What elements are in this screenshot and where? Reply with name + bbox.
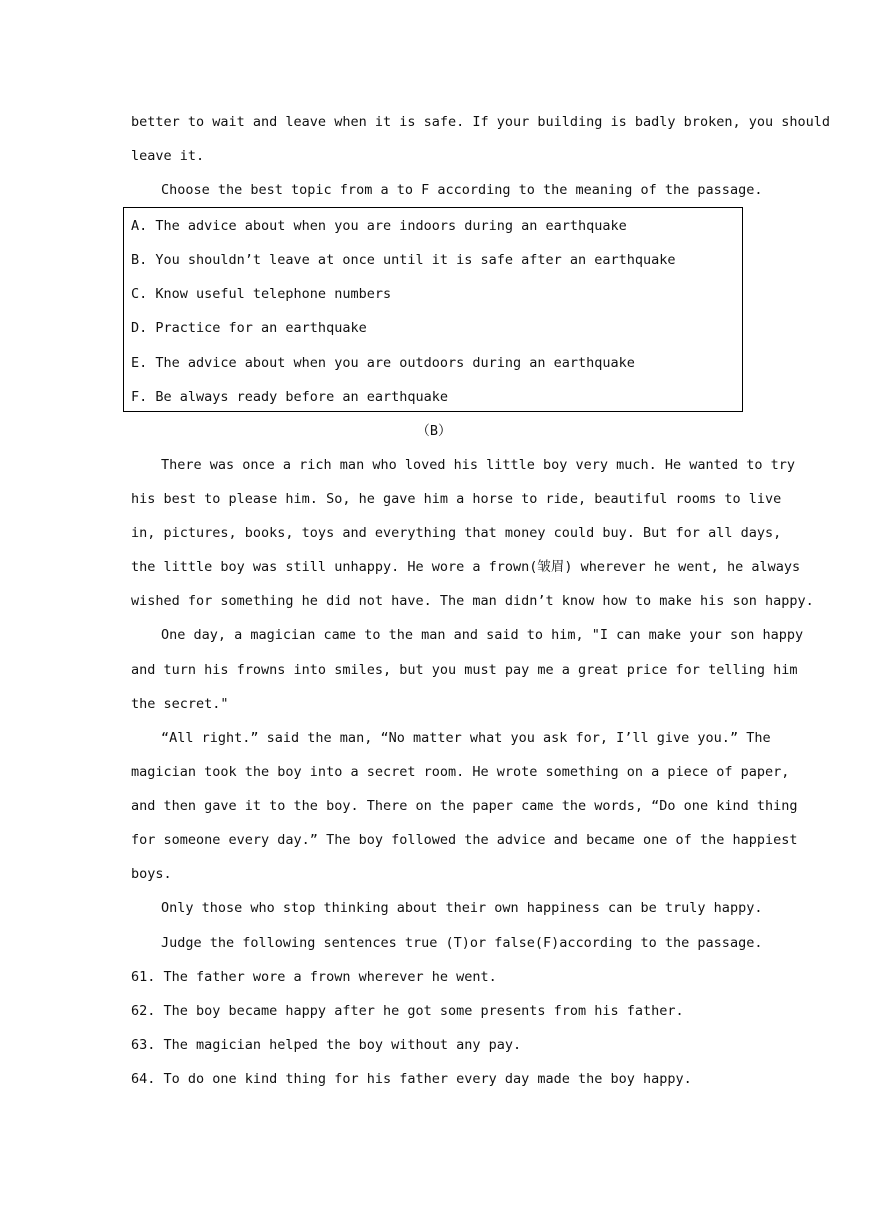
- passage-b-instruction: Judge the following sentences true (T)or false(F)according to the passage.: [161, 935, 763, 951]
- option-b: B. You shouldn’t leave at once until it is safe after an earthquake: [131, 252, 676, 268]
- option-d: D. Practice for an earthquake: [131, 320, 367, 336]
- paragraph-1-line-4: the little boy was still unhappy. He wore a frown(皱眉) wherever he went, he always: [131, 559, 801, 575]
- option-a: A. The advice about when you are indoors during an earthquake: [131, 218, 627, 234]
- section-b-heading: （B）: [416, 423, 452, 439]
- passage-a-line-2: leave it.: [131, 148, 205, 164]
- passage-a-line-1: better to wait and leave when it is safe. If your building is badly broken, you should: [131, 114, 830, 130]
- paragraph-1-line-2: his best to please him. So, he gave him a horse to ride, beautiful rooms to live: [131, 491, 782, 507]
- paragraph-3-line-5: boys.: [131, 866, 172, 882]
- option-e: E. The advice about when you are outdoors during an earthquake: [131, 355, 635, 371]
- paragraph-1-line-1: There was once a rich man who loved his little boy very much. He wanted to try: [161, 457, 795, 473]
- paragraph-1-line-3: in, pictures, books, toys and everything that money could buy. But for all days,: [131, 525, 782, 541]
- option-f: F. Be always ready before an earthquake: [131, 389, 448, 405]
- paragraph-3-line-4: for someone every day.” The boy followed the advice and became one of the happiest: [131, 832, 798, 848]
- topic-options-box: [123, 207, 743, 412]
- paragraph-2-line-1: One day, a magician came to the man and said to him, "I can make your son happy: [161, 627, 804, 643]
- paragraph-3-line-2: magician took the boy into a secret room. He wrote something on a piece of paper,: [131, 764, 790, 780]
- question-61: 61. The father wore a frown wherever he went.: [131, 969, 497, 985]
- option-c: C. Know useful telephone numbers: [131, 286, 392, 302]
- paragraph-2-line-3: the secret.": [131, 696, 229, 712]
- question-64: 64. To do one kind thing for his father every day made the boy happy.: [131, 1071, 692, 1087]
- paragraph-1-line-5: wished for something he did not have. The man didn’t know how to make his son happy.: [131, 593, 814, 609]
- paragraph-3-line-1: “All right.” said the man, “No matter what you ask for, I’ll give you.” The: [161, 730, 771, 746]
- question-62: 62. The boy became happy after he got some presents from his father.: [131, 1003, 684, 1019]
- paragraph-2-line-2: and turn his frowns into smiles, but you must pay me a great price for telling him: [131, 662, 798, 678]
- passage-a-instruction: Choose the best topic from a to F according to the meaning of the passage.: [161, 182, 763, 198]
- paragraph-4: Only those who stop thinking about their own happiness can be truly happy.: [161, 900, 763, 916]
- question-63: 63. The magician helped the boy without any pay.: [131, 1037, 522, 1053]
- paragraph-3-line-3: and then gave it to the boy. There on the paper came the words, “Do one kind thing: [131, 798, 798, 814]
